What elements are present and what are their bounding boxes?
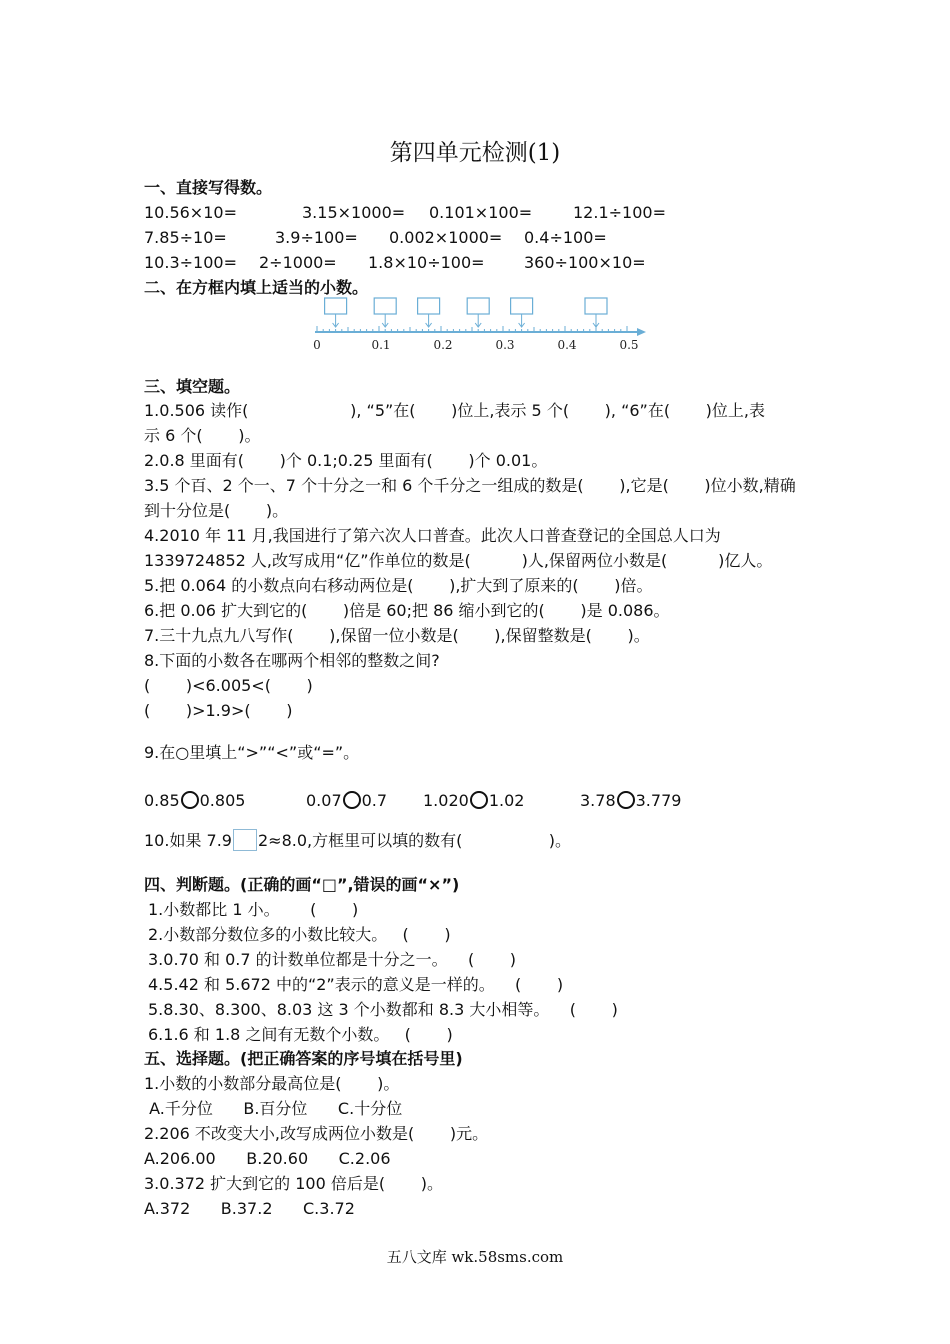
tick-label: 0.1: [371, 338, 391, 352]
compare-item: [306, 791, 387, 811]
choice-options: A.206.00 B.20.60 C.2.06: [144, 1149, 391, 1168]
digit-box[interactable]: [233, 829, 257, 851]
section-5-heading: 五、选择题。(把正确答案的序号填在括号里): [144, 1049, 463, 1068]
compare-right: 0.7: [361, 791, 388, 810]
tick-label: 0.2: [433, 338, 453, 352]
question-9: 9.在○里填上“>”“<”或“=”。: [144, 743, 360, 762]
compare-item: [144, 791, 245, 811]
fill-blank-line: 2.0.8 里面有( )个 0.1;0.25 里面有( )个 0.01。: [144, 451, 548, 470]
fill-blank-line: 4.2010 年 11 月,我国进行了第六次人口普查。此次人口普查登记的全国总人口为: [144, 526, 721, 545]
calc-item: 3.15×1000=: [302, 203, 406, 222]
compare-item: [580, 791, 681, 811]
compare-circle[interactable]: [343, 791, 361, 809]
judge-item: 3.0.70 和 0.7 的计数单位都是十分之一。 ( ): [148, 950, 517, 969]
question-10: [144, 831, 571, 851]
compare-circle[interactable]: [181, 791, 199, 809]
compare-item: [423, 791, 524, 811]
number-line: [305, 293, 650, 355]
calc-item: 10.56×10=: [144, 203, 237, 222]
calc-item: 2÷1000=: [259, 253, 337, 272]
answer-box[interactable]: [374, 298, 396, 314]
fill-blank-line: 7.三十九点九八写作( ),保留一位小数是( ),保留整数是( )。: [144, 626, 650, 645]
answer-box[interactable]: [511, 298, 533, 314]
compare-left: 1.020: [423, 791, 469, 810]
judge-item: 2.小数部分数位多的小数比较大。 ( ): [148, 925, 451, 944]
fill-blank-line: 1.0.506 读作( ), “5”在( )位上,表示 5 个( ), “6”在( )位上,表: [144, 401, 766, 420]
calc-item: 7.85÷10=: [144, 228, 227, 247]
fill-blank-line: 6.把 0.06 扩大到它的( )倍是 60;把 86 缩小到它的( )是 0.086。: [144, 601, 670, 620]
fill-blank-line: 5.把 0.064 的小数点向右移动两位是( ),扩大到了原来的( )倍。: [144, 576, 653, 595]
section-3-heading: 三、填空题。: [144, 377, 241, 396]
choice-options: A.372 B.37.2 C.3.72: [144, 1199, 355, 1218]
compare-right: 3.779: [635, 791, 682, 810]
tick-label: 0.4: [557, 338, 577, 352]
fill-blank-line: 8.下面的小数各在哪两个相邻的整数之间?: [144, 651, 440, 670]
calc-item: 3.9÷100=: [275, 228, 358, 247]
choice-item: 1.小数的小数部分最高位是( )。: [144, 1074, 400, 1093]
compare-right: 0.805: [199, 791, 246, 810]
calc-item: 0.4÷100=: [524, 228, 607, 247]
section-1-heading: 一、直接写得数。: [144, 178, 273, 197]
answer-box[interactable]: [467, 298, 489, 314]
calc-item: 0.002×1000=: [389, 228, 503, 247]
answer-box[interactable]: [325, 298, 347, 314]
judge-item: 5.8.30、8.300、8.03 这 3 个小数都和 8.3 大小相等。 ( ): [148, 1000, 618, 1019]
calc-item: 1.8×10÷100=: [368, 253, 485, 272]
choice-options: A.千分位 B.百分位 C.十分位: [144, 1099, 403, 1118]
fill-blank-line: ( )<6.005<( ): [144, 676, 313, 695]
calc-item: 0.101×100=: [429, 203, 533, 222]
compare-left: 0.85: [144, 791, 180, 810]
fill-blank-line: 示 6 个( )。: [144, 426, 261, 445]
question-10-end: 2≈8.0,方框里可以填的数有( )。: [257, 831, 572, 850]
calc-item: 12.1÷100=: [573, 203, 666, 222]
compare-circle[interactable]: [617, 791, 635, 809]
judge-item: 1.小数都比 1 小。 ( ): [148, 900, 359, 919]
tick-label: 0: [313, 338, 321, 352]
answer-boxes: [325, 298, 607, 327]
footer-watermark: 五八文库 wk.58sms.com: [386, 1248, 564, 1266]
judge-item: 6.1.6 和 1.8 之间有无数个小数。 ( ): [148, 1025, 453, 1044]
calc-item: 10.3÷100=: [144, 253, 237, 272]
section-2-heading: 二、在方框内填上适当的小数。: [144, 278, 369, 297]
compare-left: 3.78: [580, 791, 616, 810]
page-title: 第四单元检测(1): [389, 140, 561, 166]
number-line-arrow: [637, 328, 646, 336]
compare-circle[interactable]: [470, 791, 488, 809]
compare-right: 1.02: [488, 791, 525, 810]
fill-blank-line: ( )>1.9>( ): [144, 701, 293, 720]
question-10-start: 10.如果 7.9: [144, 831, 232, 850]
answer-box[interactable]: [418, 298, 440, 314]
judge-item: 4.5.42 和 5.672 中的“2”表示的意义是一样的。 ( ): [148, 975, 564, 994]
choice-item: 2.206 不改变大小,改写成两位小数是( )元。: [144, 1124, 489, 1143]
tick-labels: [313, 338, 638, 352]
compare-left: 0.07: [306, 791, 342, 810]
section-4-heading: 四、判断题。(正确的画“□”,错误的画“×”): [144, 875, 460, 894]
tick-label: 0.3: [495, 338, 515, 352]
fill-blank-line: 3.5 个百、2 个一、7 个十分之一和 6 个千分之一组成的数是( ),它是( )位小数,精确: [144, 476, 796, 495]
fill-blank-line: 1339724852 人,改写成用“亿”作单位的数是( )人,保留两位小数是( )亿人。: [144, 551, 773, 570]
answer-box[interactable]: [585, 298, 607, 314]
calc-item: 360÷100×10=: [524, 253, 646, 272]
fill-blank-line: 到十分位是( )。: [144, 501, 289, 520]
choice-item: 3.0.372 扩大到它的 100 倍后是( )。: [144, 1174, 443, 1193]
tick-label: 0.5: [619, 338, 639, 352]
